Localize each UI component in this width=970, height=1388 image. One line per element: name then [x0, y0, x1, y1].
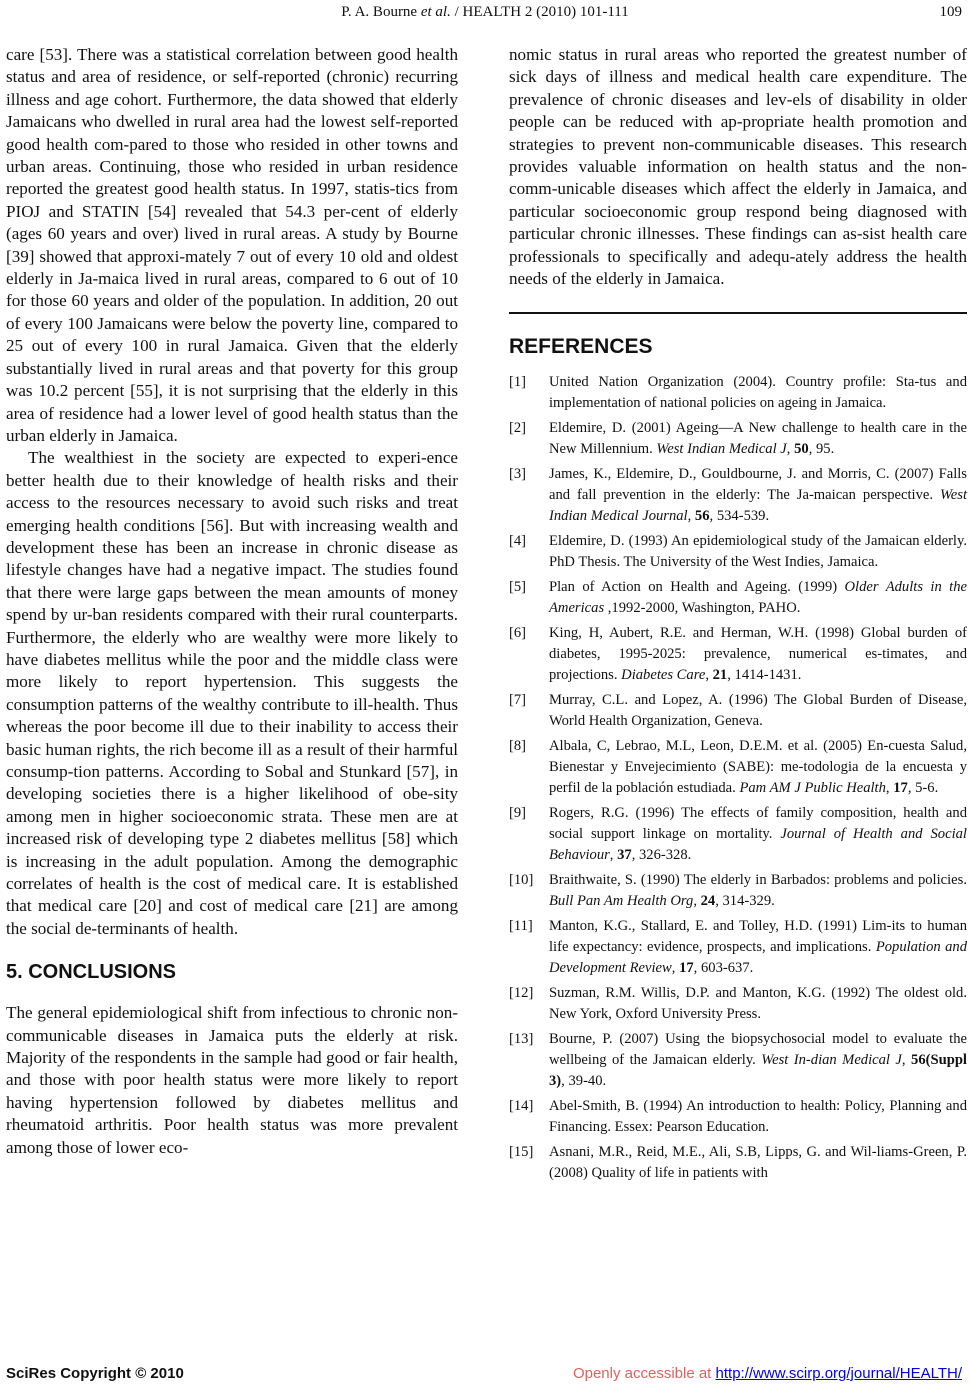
reference-number: [5]	[509, 579, 527, 596]
reference-text: Plan of Action on Health and Ageing. (1999) Older Adults in the Americas ,1992-2000, Washington, PAHO.	[549, 579, 967, 617]
references-heading: REFERENCES	[509, 335, 653, 359]
reference-item	[509, 577, 967, 619]
journal-title: West Indian Medical Journal	[549, 487, 967, 525]
reference-number: [6]	[509, 625, 527, 642]
reference-number: [9]	[509, 805, 527, 822]
reference-number: [15]	[509, 1144, 534, 1161]
volume-number: 37	[617, 847, 632, 864]
reference-number: [13]	[509, 1031, 534, 1048]
reference-item	[509, 736, 967, 799]
reference-text: Suzman, R.M. Willis, D.P. and Manton, K.G. (1992) The oldest old. New York, Oxford University Press.	[549, 985, 967, 1023]
reference-item	[509, 1096, 967, 1138]
reference-item	[509, 623, 967, 686]
reference-text: Eldemire, D. (2001) Ageing—A New challenge to health care in the New Millennium. West Indian Medical J, 50, 95.	[549, 420, 967, 458]
copyright-notice: SciRes Copyright © 2010	[6, 1365, 184, 1382]
journal-title: Bull Pan Am Health Org	[549, 893, 694, 910]
journal-title: Older Adults in the Americas	[549, 579, 967, 617]
reference-item	[509, 916, 967, 979]
reference-list	[509, 372, 967, 1184]
reference-number: [7]	[509, 692, 527, 709]
reference-item	[509, 1029, 967, 1092]
reference-number: [8]	[509, 738, 527, 755]
reference-item	[509, 983, 967, 1025]
journal-title: Population and Development Review	[549, 939, 967, 977]
body-paragraph: The general epidemiological shift from infectious to chronic non-communicable diseases in Jamaica puts the elderly at risk. Majority of the respondents in the sample had good or fair health, and those with poor health status were more likely to report having hypertension followed by diabetes mellitus and rheumatoid arthritis. Poor health status was more prevalent among those of lower eco-	[6, 1003, 458, 1157]
reference-text: Manton, K.G., Stallard, E. and Tolley, H.D. (1991) Lim-its to human life expectancy: evidence, prospects, and implications. Population and Development Review, 17, 603-637.	[549, 918, 967, 977]
reference-number: [1]	[509, 374, 527, 391]
reference-text: Rogers, R.G. (1996) The effects of family composition, health and social support linkage on mortality. Journal of Health and Social Behaviour, 37, 326-328.	[549, 805, 967, 864]
page-number: 109	[939, 4, 962, 20]
volume-number: 56	[694, 508, 710, 525]
running-header	[0, 2, 970, 24]
reference-text: Bourne, P. (2007) Using the biopsychosocial model to evaluate the wellbeing of the Jamaican elderly. West In-dian Medical J, 56(Suppl 3), 39-40.	[549, 1031, 967, 1090]
body-paragraph: nomic status in rural areas who reported the greatest number of sick days of illness and medical health care expenditure. The prevalence of chronic diseases and lev-els of disability in older people can be reduced with ap-propriate health promotion and strategies to prevent non-communicable diseases. This research provides valuable information on health status and the non-comm-unicable diseases which affect the elderly in Jamaica, and particular socioeconomic group respond being diagnosed with particular chronic illnesses. These findings can as-sist health care professionals to specifically and adequ-ately address the health needs of the elderly in Jamaica.	[509, 45, 967, 289]
reference-item	[509, 803, 967, 866]
journal-title: West In-dian Medical J	[761, 1052, 902, 1069]
reference-item	[509, 1142, 967, 1184]
reference-item	[509, 690, 967, 732]
journal-title: Journal of Health and Social Behaviour	[549, 826, 967, 864]
volume-number: 56(Suppl 3)	[549, 1052, 967, 1090]
page-footer	[0, 1364, 970, 1386]
reference-text: Asnani, M.R., Reid, M.E., Ali, S.B, Lipps, G. and Wil-liams-Green, P. (2008) Quality of life in patients with	[549, 1144, 967, 1182]
volume-number: 17	[679, 960, 694, 977]
reference-item	[509, 870, 967, 912]
reference-text: Murray, C.L. and Lopez, A. (1996) The Global Burden of Disease, World Health Organization, Geneva.	[549, 692, 967, 730]
body-paragraph: care [53]. There was a statistical correlation between good health status and area of residence, or self-reported (chronic) recurring illness and age cohort. Furthermore, the data showed that elderly Jamaicans who dwelled in rural area had the lowest self-reported good health com-pared to those who resided in other towns and urban areas. Continuing, those who resided in urban residence reported the greatest good health status. In 1997, statis-tics from PIOJ and STATIN [54] revealed that 54.3 per-cent of elderly (ages 60 years and over) lived in rural areas. A study by Bourne [39] showed that approxi-mately 7 out of every 10 old and oldest elderly in Ja-maica lived in rural areas, compared to 6 out of 10 for those 60 years and older of the population. In addition, 20 out of every 100 Jamaicans were below the poverty line, compared to 25 out of every 100 in rural Jamaica. Given that the elderly substantially lived in rural areas and that poverty for this group was 10.2 percent [55], it is not surprising that the elderly in this area of residence had a lower level of good health status than the urban elderly in Jamaica.	[6, 45, 458, 445]
volume-number: 50	[794, 441, 809, 458]
section-heading: 5. CONCLUSIONS	[6, 961, 177, 984]
journal-link[interactable]: http://www.scirp.org/journal/HEALTH/	[715, 1365, 962, 1382]
reference-number: [10]	[509, 872, 534, 889]
reference-number: [11]	[509, 918, 533, 935]
body-paragraph: The wealthiest in the society are expected to experi-ence better health due to their knowledge of health risks and their access to the resources necessary to avoid such risks and treat emerging health conditions [56]. But with increasing wealth and development these has been an increase in chronic disease as lifestyle changes have had a negative impact. The studies found that there were large gaps between the mean amounts of money spend by ur-ban residents compared with their rural counterparts. Furthermore, the elderly who are wealthy were more likely to have diabetes mellitus while the poor and the middle class were more likely to report hypertension. This suggests the consumption patterns of the wealthy contribute to ill-health. Thus whereas the poor become ill due to their inability to access their basic human rights, the rich become ill as a result of their harmful consump-tion patterns. According to Sobal and Stunkard [57], in developing societies there is a higher likelihood of obe-sity among men in higher socioeconomic strata. These men are at increased risk of developing type 2 diabetes mellitus [58] which is increasing in the adult population. Among the demographic correlates of health is the cost of medical care. It is established that medical care [20] and cost of medical care [21] are among the social de-terminants of health.	[6, 448, 458, 938]
right-column	[509, 44, 967, 1188]
reference-text: Eldemire, D. (1993) An epidemiological study of the Jamaican elderly. PhD Thesis. The University of the West Indies, Jamaica.	[549, 533, 967, 571]
journal-title: Pam AM J Public Health	[739, 780, 886, 797]
reference-number: [3]	[509, 466, 527, 483]
reference-text: Albala, C, Lebrao, M.L, Leon, D.E.M. et al. (2005) En-cuesta Salud, Bienestar y Envejecimiento (SABE): me-todologia de la encuesta y perfil de la población estudiada. Pam AM J Public Health, 17, 5-6.	[549, 738, 967, 797]
reference-text: United Nation Organization (2004). Country profile: Sta-tus and implementation of national policies on ageing in Jamaica.	[549, 374, 967, 412]
reference-item	[509, 372, 967, 414]
reference-number: [12]	[509, 985, 534, 1002]
reference-item	[509, 464, 967, 527]
journal-title: West Indian Medical J	[656, 441, 787, 458]
reference-number: [14]	[509, 1098, 534, 1115]
reference-text: King, H, Aubert, R.E. and Herman, W.H. (1998) Global burden of diabetes, 1995-2025: prevalence, numerical es-timates, and projections. Diabetes Care, 21, 1414-1431.	[549, 625, 967, 684]
journal-title: Diabetes Care	[621, 667, 706, 684]
volume-number: 21	[712, 667, 728, 684]
reference-item	[509, 531, 967, 573]
reference-text: Abel-Smith, B. (1994) An introduction to health: Policy, Planning and Financing. Essex: Pearson Education.	[549, 1098, 967, 1136]
running-title: P. A. Bourne et al. / HEALTH 2 (2010) 101-111	[341, 4, 629, 20]
access-notice: Openly accessible at http://www.scirp.org/journal/HEALTH/	[572, 1365, 962, 1382]
reference-item	[509, 418, 967, 460]
volume-number: 17	[893, 780, 908, 797]
volume-number: 24	[700, 893, 716, 910]
reference-number: [4]	[509, 533, 527, 550]
section-divider	[509, 312, 967, 314]
reference-number: [2]	[509, 420, 527, 437]
reference-text: James, K., Eldemire, D., Gouldbourne, J. and Morris, C. (2007) Falls and fall prevention in the elderly: The Ja-maican perspective. West Indian Medical Journal, 56, 534-539.	[549, 466, 967, 525]
left-column	[6, 44, 458, 1159]
reference-text: Braithwaite, S. (1990) The elderly in Barbados: problems and policies. Bull Pan Am Health Org, 24, 314-329.	[549, 872, 967, 910]
